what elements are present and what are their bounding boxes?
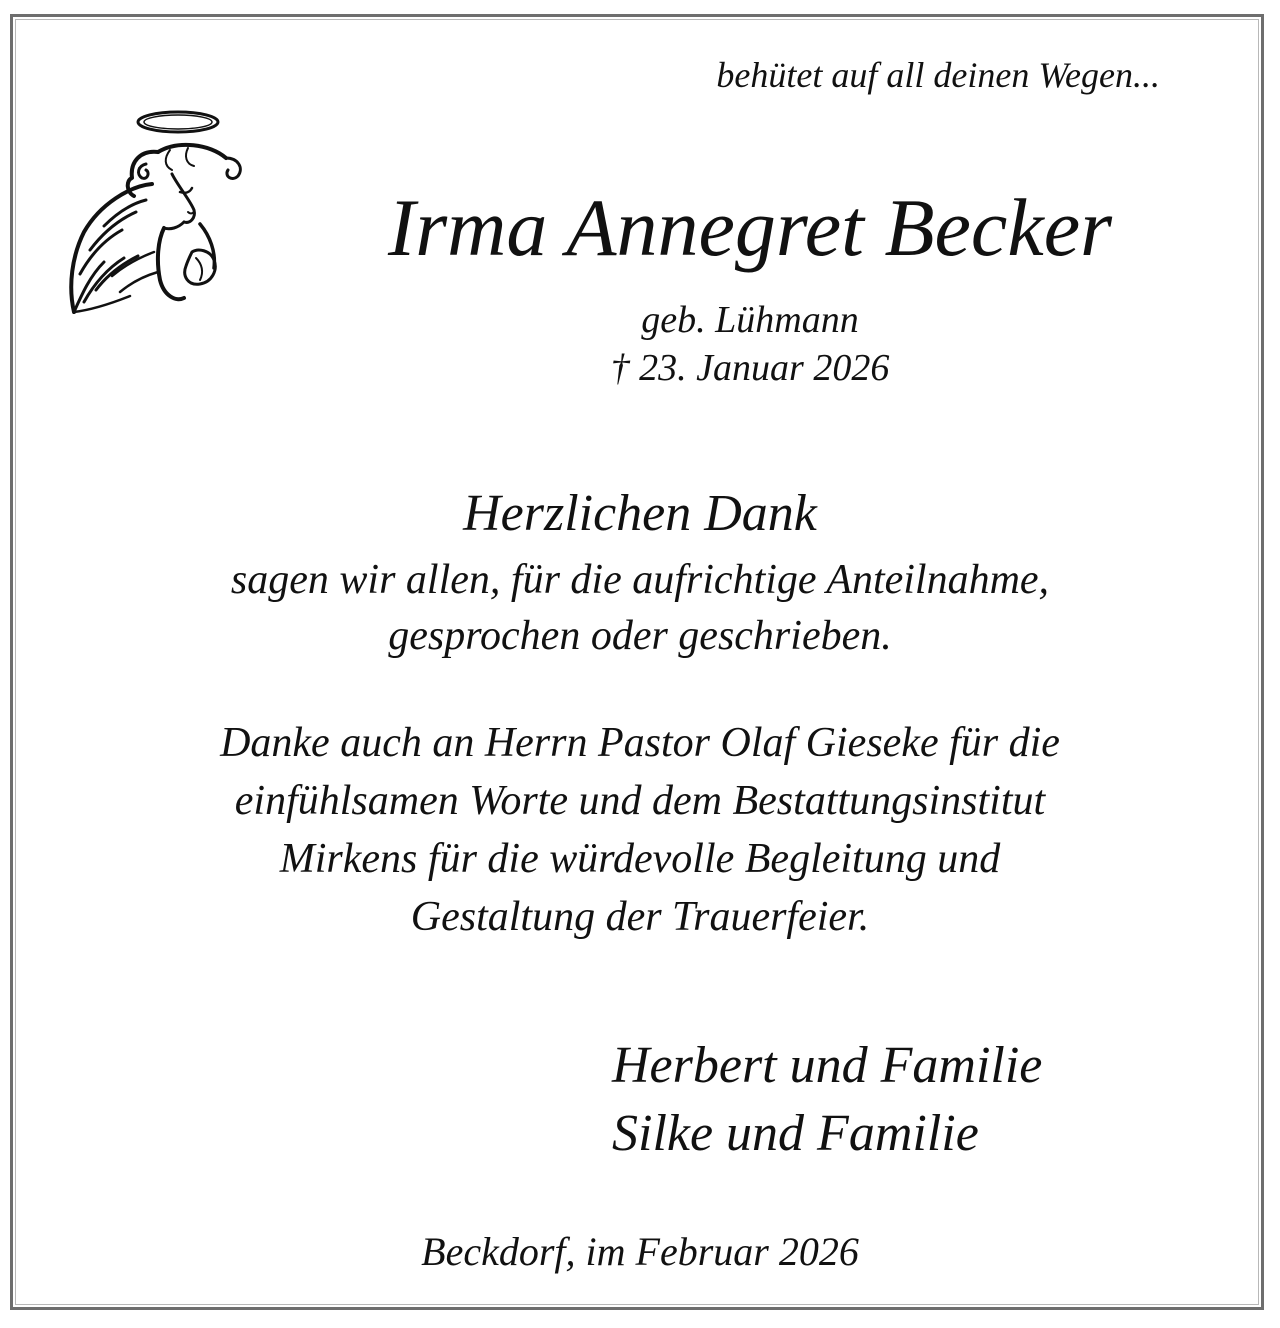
place-and-date: Beckdorf, im Februar 2026: [421, 1229, 859, 1274]
maiden-name: geb. Lühmann: [641, 299, 859, 341]
acknowledgement-line: einfühlsamen Worte und dem Bestattungsinstitut: [234, 778, 1046, 824]
acknowledgement-line: Mirkens für die würdevolle Begleitung und: [279, 836, 1001, 882]
death-date: † 23. Januar 2026: [610, 347, 890, 389]
motto: behütet auf all deinen Wegen...: [716, 55, 1160, 95]
thanks-heading: Herzlichen Dank: [463, 485, 817, 542]
deceased-name: Irma Annegret Becker: [387, 182, 1113, 273]
acknowledgement-line: Gestaltung der Trauerfeier.: [410, 894, 870, 940]
signer: Herbert und Familie: [612, 1037, 1043, 1094]
acknowledgement-line: Danke auch an Herrn Pastor Olaf Gieseke für die: [220, 720, 1060, 766]
thanks-line: gesprochen oder geschrieben.: [388, 613, 892, 659]
signer: Silke und Familie: [612, 1105, 979, 1162]
thanks-line: sagen wir allen, für die aufrichtige Anteilnahme,: [230, 557, 1050, 603]
